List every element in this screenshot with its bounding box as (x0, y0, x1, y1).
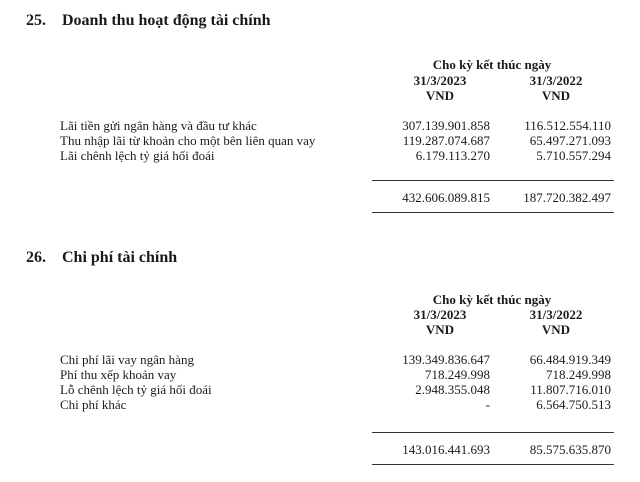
total-row (0, 190, 640, 205)
row-label: Thu nhập lãi từ khoản cho một bên liên quan vay (60, 133, 316, 148)
row-value-2022: 116.512.554.110 (524, 118, 611, 133)
section-25-number: 25. (26, 12, 46, 29)
row-label: Chi phí khác (60, 397, 127, 412)
table-row (0, 397, 640, 412)
row-value-2022: 5.710.557.294 (536, 148, 611, 163)
table-row (0, 367, 640, 382)
row-label: Lãi tiền gửi ngân hàng và đầu tư khác (60, 118, 257, 133)
row-label: Lãi chênh lệch tỷ giá hối đoái (60, 148, 215, 163)
row-value-2022: 718.249.998 (546, 367, 611, 382)
section-25-col2-unit: VND (541, 88, 571, 103)
row-value-2023: 307.139.901.858 (402, 118, 490, 133)
total-rule-top (372, 180, 614, 181)
section-26-col2-unit: VND (541, 322, 571, 337)
row-value-2023: 119.287.074.687 (402, 133, 490, 148)
total-value-2022: 85.575.635.870 (529, 442, 611, 457)
row-label: Lỗ chênh lệch tỷ giá hối đoái (60, 382, 212, 397)
row-value-2022: 11.807.716.010 (530, 382, 611, 397)
section-25-heading (26, 12, 271, 30)
total-value-2022: 187.720.382.497 (523, 190, 611, 205)
section-25-col1-date: 31/3/2023 (413, 73, 467, 88)
table-row (0, 148, 640, 163)
section-25-title: Doanh thu hoạt động tài chính (62, 12, 271, 29)
table-row (0, 382, 640, 397)
section-26-col1-date: 31/3/2023 (413, 307, 467, 322)
total-value-2023: 432.606.089.815 (402, 190, 490, 205)
row-value-2023: 139.349.836.647 (402, 352, 490, 367)
row-value-2022: 6.564.750.513 (536, 397, 611, 412)
section-26-heading (26, 249, 177, 267)
row-value-2023: - (485, 397, 490, 412)
table-row (0, 118, 640, 133)
section-26-title: Chi phí tài chính (62, 249, 178, 266)
section-25-col2-date: 31/3/2022 (529, 73, 583, 88)
section-26-number: 26. (26, 249, 46, 266)
table-row (0, 352, 640, 367)
total-rule-bottom (372, 212, 614, 213)
row-label: Phí thu xếp khoản vay (60, 367, 177, 382)
section-26-col1-unit: VND (425, 322, 455, 337)
row-value-2022: 65.497.271.093 (529, 133, 611, 148)
row-value-2022: 66.484.919.349 (529, 352, 611, 367)
total-value-2023: 143.016.441.693 (402, 442, 490, 457)
section-26-period-label: Cho kỳ kết thúc ngày (432, 292, 552, 307)
row-value-2023: 2.948.355.048 (415, 382, 490, 397)
row-label: Chi phí lãi vay ngân hàng (60, 352, 194, 367)
total-row (0, 442, 640, 457)
total-rule-top (372, 432, 614, 433)
section-26-col2-date: 31/3/2022 (529, 307, 583, 322)
row-value-2023: 6.179.113.270 (415, 148, 490, 163)
row-value-2023: 718.249.998 (425, 367, 490, 382)
table-row (0, 133, 640, 148)
section-25-col1-unit: VND (425, 88, 455, 103)
section-25-period-label: Cho kỳ kết thúc ngày (432, 57, 552, 72)
total-rule-bottom (372, 464, 614, 465)
